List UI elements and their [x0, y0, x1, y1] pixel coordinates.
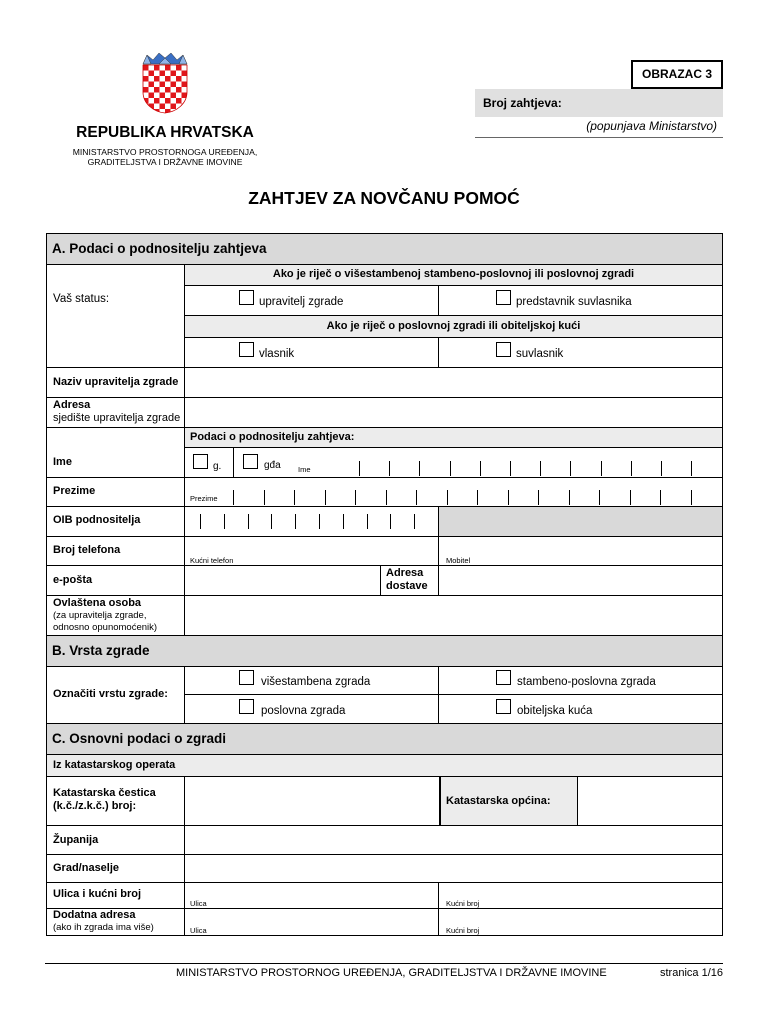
ministry-line-2: GRADITELJSTVA I DRŽAVNE IMOVINE	[87, 157, 243, 167]
delivery-address-label-1: Adresa	[386, 567, 424, 579]
letter-box-divider	[631, 461, 632, 476]
residential-business-checkbox[interactable]	[496, 670, 511, 685]
section-b-heading: B. Vrsta zgrade	[52, 643, 150, 658]
letter-box-divider	[294, 490, 295, 505]
letter-box-divider	[343, 514, 344, 529]
extra-house-number-field[interactable]	[439, 909, 722, 935]
mr-checkbox[interactable]	[193, 454, 208, 469]
authorized-field[interactable]	[185, 596, 722, 635]
letter-box-divider	[233, 490, 234, 505]
group1-header: Ako je riječ o višestambenoj stambeno-poslovnoj ili poslovnoj zgradi	[272, 268, 635, 280]
county-field[interactable]	[185, 826, 722, 854]
letter-box-divider	[248, 514, 249, 529]
mrs-checkbox[interactable]	[243, 454, 258, 469]
email-label: e-pošta	[53, 574, 93, 586]
multi-residential-checkbox[interactable]	[239, 670, 254, 685]
address-sublabel: sjedište upravitelja zgrade	[53, 412, 181, 424]
group2-header: Ako je riječ o poslovnoj zgradi ili obiteljskoj kući	[326, 320, 581, 332]
republic-name: REPUBLIKA HRVATSKA	[76, 124, 254, 141]
letter-box-divider	[599, 490, 600, 505]
business-building-checkbox[interactable]	[239, 699, 254, 714]
status-label: Vaš status:	[53, 293, 110, 305]
letter-box-divider	[200, 514, 201, 529]
letter-box-divider	[390, 514, 391, 529]
letter-box-divider	[510, 461, 511, 476]
letter-box-divider	[389, 461, 390, 476]
coowner-option-label: suvlasnik	[516, 348, 564, 360]
extra-address-label	[53, 909, 154, 933]
delivery-address-label-2: dostave	[386, 580, 428, 592]
coowner-checkbox[interactable]	[496, 342, 511, 357]
authorized-sub-2: odnosno opunomoćenik)	[53, 622, 158, 633]
surname-label: Prezime	[53, 485, 96, 497]
footer-divider	[45, 963, 723, 964]
mr-option-label: g.	[213, 461, 222, 472]
letter-box-divider	[416, 490, 417, 505]
letter-box-divider	[325, 490, 326, 505]
letter-box-divider	[224, 514, 225, 529]
letter-box-divider	[601, 461, 602, 476]
letter-box-divider	[661, 461, 662, 476]
letter-box-divider	[570, 461, 571, 476]
city-field[interactable]	[185, 855, 722, 882]
address-field[interactable]	[185, 398, 722, 427]
letter-box-divider	[264, 490, 265, 505]
footer-ministry: MINISTARSTVO PROSTORNOG UREĐENJA, GRADITELJSTVA I DRŽAVNE IMOVINE	[176, 967, 607, 979]
oib-field[interactable]	[185, 507, 437, 536]
section-a-heading: A. Podaci o podnositelju zahtjeva	[52, 241, 267, 256]
letter-box-divider	[538, 490, 539, 505]
name-label: Ime	[53, 456, 72, 468]
family-house-checkbox[interactable]	[496, 699, 511, 714]
manager-checkbox[interactable]	[239, 290, 254, 305]
letter-box-divider	[480, 461, 481, 476]
owner-option-label: vlasnik	[259, 348, 295, 360]
authorized-label-text: Ovlaštena osoba	[53, 597, 142, 609]
address-label-text: Adresa	[53, 399, 91, 411]
house-number-hint: Kućni broj	[446, 899, 480, 908]
letter-box-divider	[450, 461, 451, 476]
coat-of-arms-icon	[138, 52, 192, 114]
letter-box-divider	[691, 490, 692, 505]
surname-hint: Prezime	[190, 494, 218, 503]
request-number-note	[475, 119, 717, 133]
request-number-label: Broj zahtjeva:	[483, 96, 562, 110]
street-field[interactable]	[185, 883, 438, 908]
letter-box-divider	[355, 490, 356, 505]
letter-box-divider	[540, 461, 541, 476]
city-label: Grad/naselje	[53, 862, 120, 874]
owner-checkbox[interactable]	[239, 342, 254, 357]
family-house-label: obiteljska kuća	[517, 705, 593, 717]
letter-box-divider	[271, 514, 272, 529]
authorized-sub-1: (za upravitelja zgrade,	[53, 610, 147, 621]
street-label: Ulica i kućni broj	[53, 888, 142, 900]
letter-box-divider	[359, 461, 360, 476]
parcel-label	[53, 787, 156, 813]
letter-box-divider	[660, 490, 661, 505]
phone-label: Broj telefona	[53, 544, 121, 556]
parcel-label-2: (k.č./z.k.č.) broj:	[53, 800, 137, 812]
authorized-label	[53, 597, 157, 634]
cadastre-header: Iz katastarskog operata	[53, 759, 176, 771]
name-hint: Ime	[298, 465, 311, 474]
county-label: Županija	[53, 834, 99, 846]
letter-box-divider	[477, 490, 478, 505]
letter-box-divider	[414, 514, 415, 529]
delivery-address-label	[386, 567, 428, 593]
oib-unused-bg	[438, 506, 723, 536]
extra-address-label-text: Dodatna adresa	[53, 909, 136, 921]
extra-address-sublabel: (ako ih zgrada ima više)	[53, 922, 154, 933]
house-number-field[interactable]	[439, 883, 722, 908]
multi-residential-label: višestambena zgrada	[261, 676, 371, 688]
home-phone-hint: Kućni telefon	[190, 556, 234, 565]
parcel-number-field[interactable]	[185, 777, 438, 825]
address-label	[53, 399, 180, 425]
manager-name-field[interactable]	[185, 368, 722, 397]
email-field[interactable]	[185, 566, 380, 595]
page-number: stranica 1/16	[660, 967, 723, 979]
letter-box-divider	[447, 490, 448, 505]
delivery-address-field[interactable]	[439, 566, 722, 595]
manager-option-label: upravitelj zgrade	[259, 296, 344, 308]
page-title: ZAHTJEV ZA NOVČANU POMOĆ	[248, 188, 520, 208]
business-building-label: poslovna zgrada	[261, 705, 346, 717]
extra-street-field[interactable]	[185, 909, 438, 935]
municipality-label: Katastarska općina:	[446, 795, 551, 807]
ministry-line-1: MINISTARSTVO PROSTORNOGA UREĐENJA,	[72, 147, 258, 157]
oib-label: OIB podnositelja	[53, 514, 141, 526]
mobile-hint: Mobitel	[446, 556, 471, 565]
letter-box-divider	[569, 490, 570, 505]
letter-box-divider	[295, 514, 296, 529]
surname-field[interactable]	[185, 478, 722, 506]
coowner-rep-checkbox[interactable]	[496, 290, 511, 305]
street-hint: Ulica	[190, 899, 207, 908]
letter-box-divider	[630, 490, 631, 505]
manager-name-label: Naziv upravitelja zgrade	[53, 376, 179, 388]
request-number-note-text: (popunjava Ministarstvo)	[586, 119, 717, 133]
building-type-label: Označiti vrstu zgrade:	[53, 688, 168, 700]
form-code: OBRAZAC 3	[631, 60, 723, 89]
residential-business-label: stambeno-poslovna zgrada	[517, 676, 656, 688]
extra-street-hint: Ulica	[190, 926, 207, 935]
coowner-rep-option-label: predstavnik suvlasnika	[516, 296, 632, 308]
mrs-option-label: gđa	[264, 460, 281, 471]
parcel-label-1: Katastarska čestica	[53, 787, 156, 799]
applicant-subheader: Podaci o podnositelju zahtjeva:	[190, 431, 355, 443]
ministry-name	[45, 147, 285, 167]
municipality-field[interactable]	[578, 777, 722, 825]
letter-box-divider	[691, 461, 692, 476]
divider	[475, 137, 723, 138]
letter-box-divider	[367, 514, 368, 529]
letter-box-divider	[419, 461, 420, 476]
letter-box-divider	[386, 490, 387, 505]
letter-box-divider	[508, 490, 509, 505]
extra-house-number-hint: Kućni broj	[446, 926, 480, 935]
mobile-field[interactable]	[439, 537, 722, 565]
section-c-heading: C. Osnovni podaci o zgradi	[52, 731, 227, 746]
letter-box-divider	[319, 514, 320, 529]
